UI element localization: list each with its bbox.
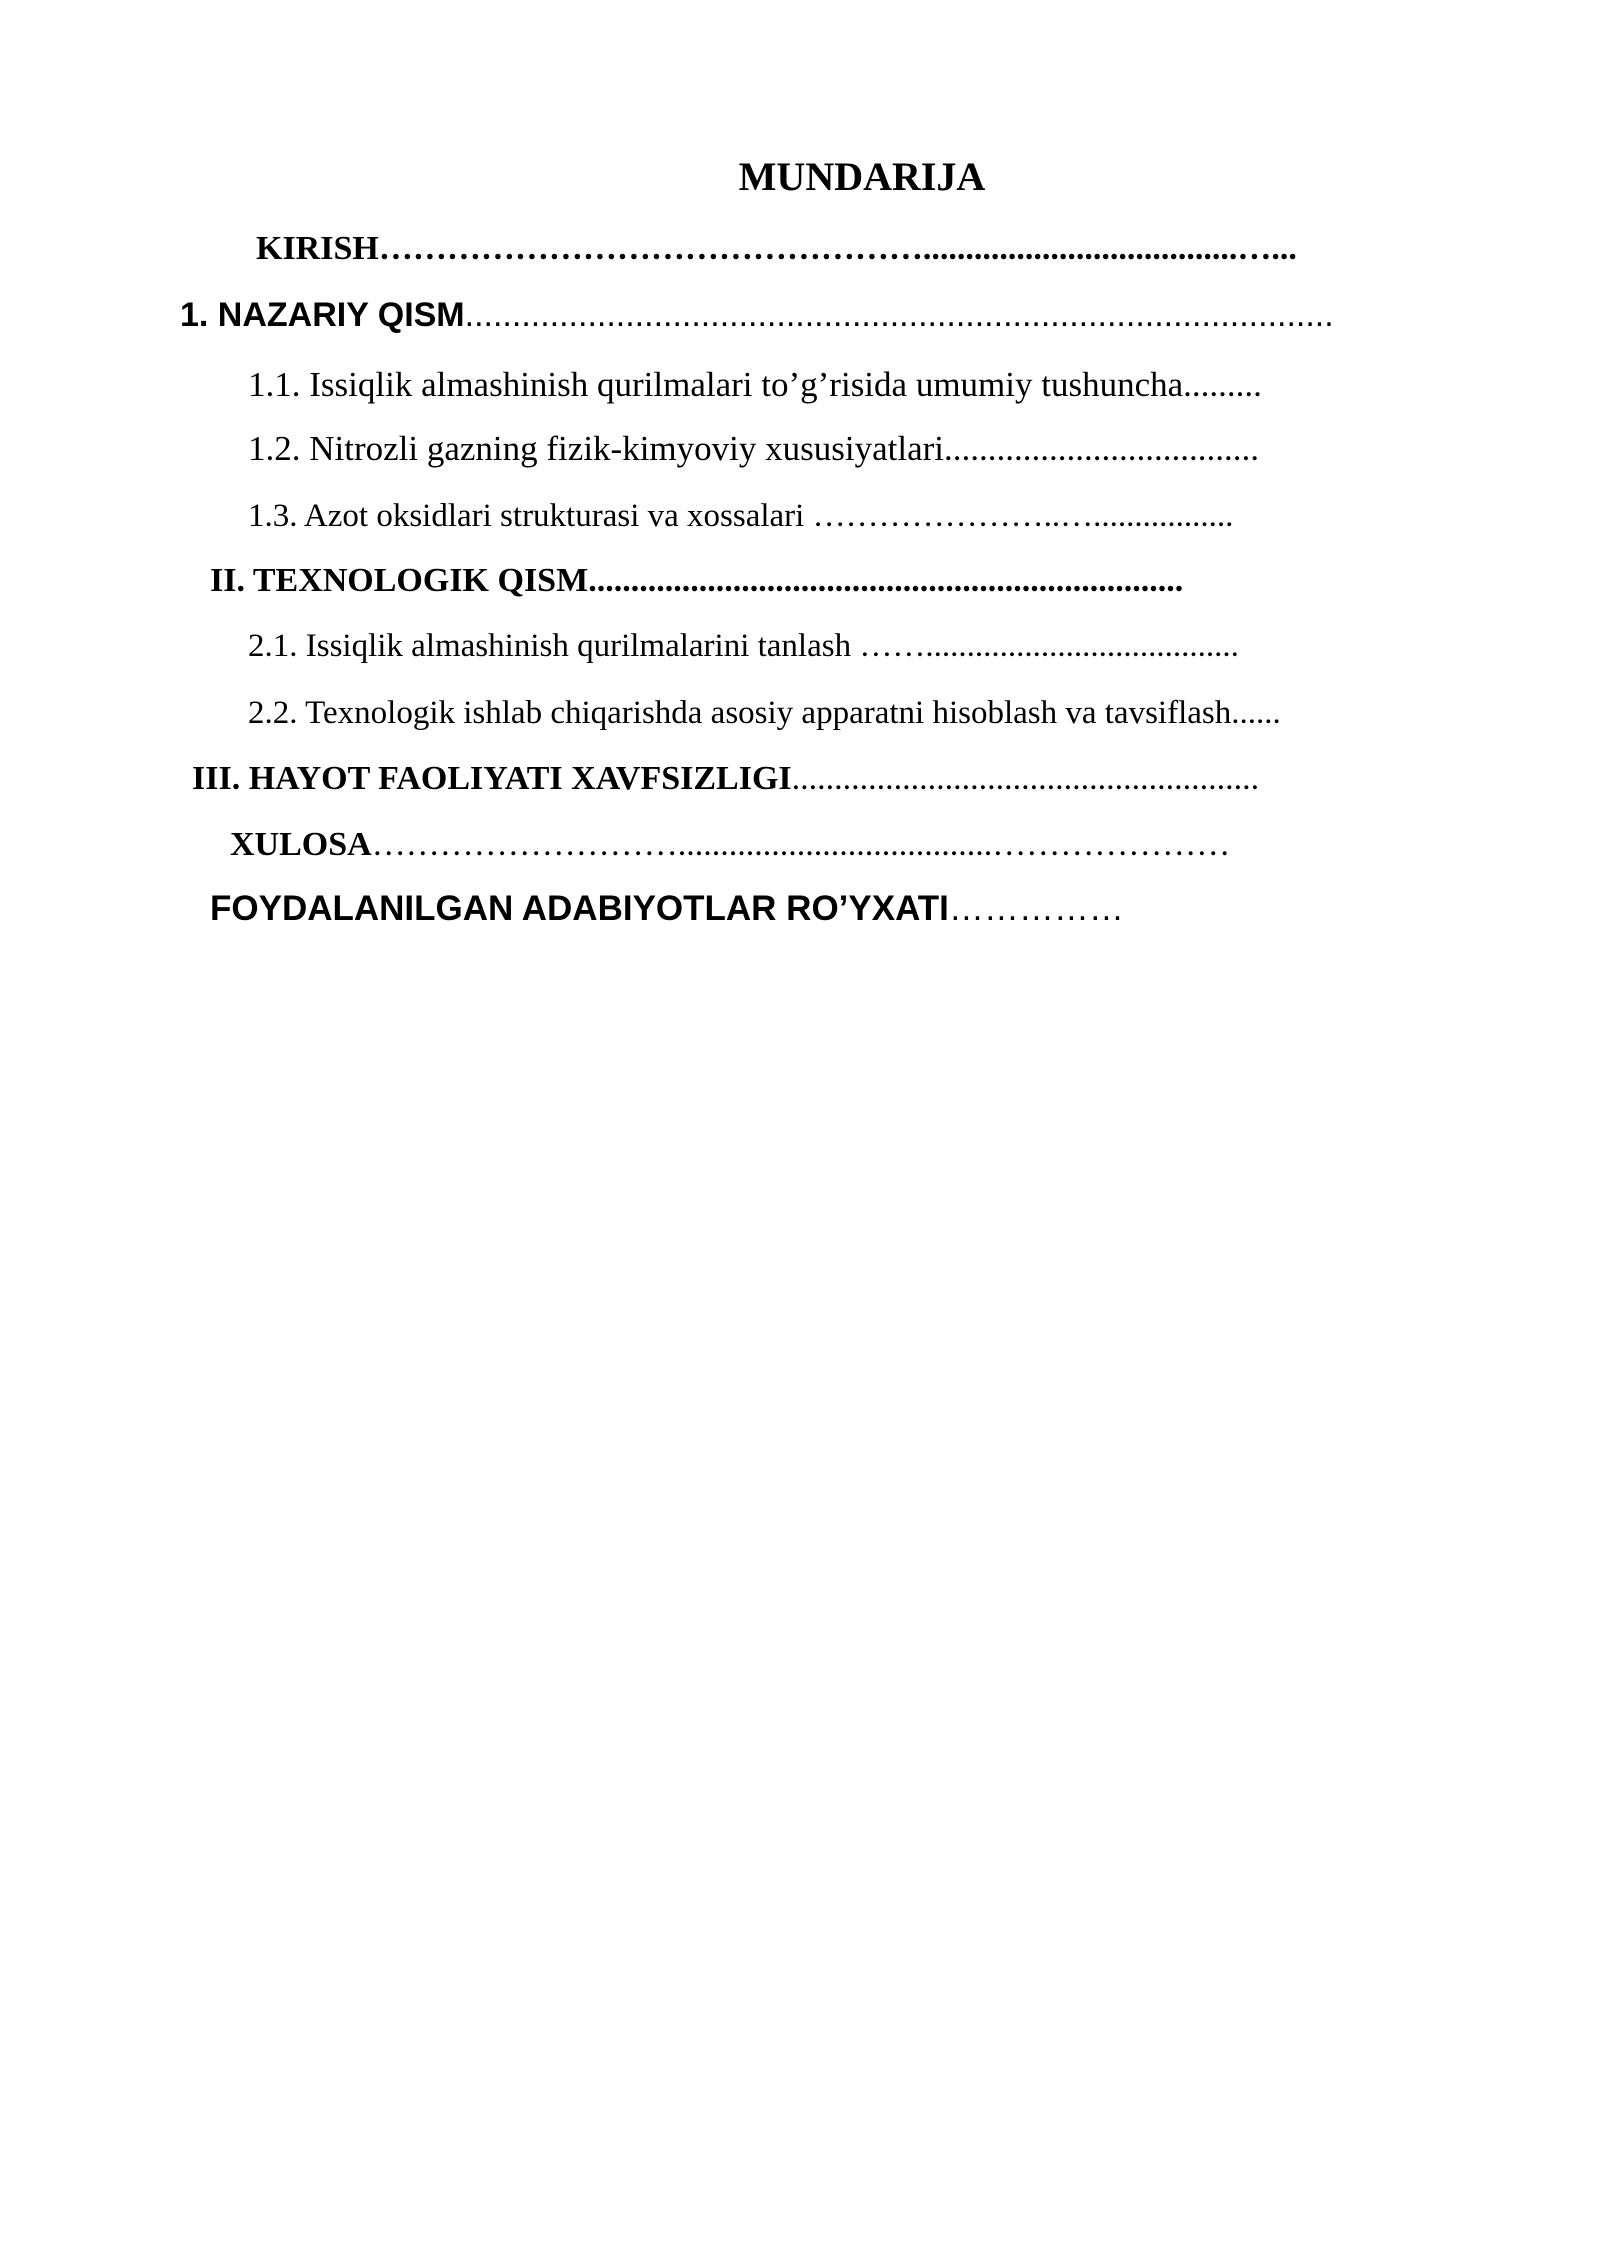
page-title: MUNDARIJA bbox=[738, 154, 986, 199]
toc-entry-label: XULOSA bbox=[230, 826, 372, 863]
toc-entry-label: 1. NAZARIY QISM bbox=[180, 296, 465, 334]
toc-entry-leader: ...................................................................... bbox=[588, 562, 1184, 599]
toc-entry-kirish[interactable] bbox=[256, 226, 1297, 272]
toc-entry-label: 2.1. Issiqlik almashinish qurilmalarini tanlash bbox=[248, 628, 860, 664]
toc-entry-foydalanilgan-adabiyotlar[interactable] bbox=[210, 886, 1124, 932]
toc-entry-leader: ......... bbox=[1183, 365, 1262, 404]
toc-entry-1-2[interactable] bbox=[248, 426, 1259, 472]
toc-entry-xulosa[interactable] bbox=[230, 822, 1230, 868]
toc-entry-leader: ...... bbox=[1231, 695, 1281, 731]
toc-entry-leader: ………………………………………….....................................…... bbox=[378, 230, 1297, 267]
toc-entry-2-1[interactable] bbox=[248, 623, 1239, 669]
toc-entry-leader: ....................................................... bbox=[791, 760, 1260, 797]
toc-entry-leader: …………… bbox=[948, 889, 1124, 928]
toc-entry-label: FOYDALANILGAN ADABIYOTLAR RO’YXATI bbox=[210, 889, 949, 928]
toc-entry-label: 2.2. Texnologik ishlab chiqarishda asosiy apparatni hisoblash va tavsiflash bbox=[248, 695, 1232, 731]
toc-entry-label: II. TEXNOLOGIK QISM bbox=[210, 562, 589, 599]
toc-entry-leader: ……...................................... bbox=[859, 628, 1239, 664]
toc-entry-label: KIRISH bbox=[256, 230, 379, 267]
toc-entry-label: 1.2. Nitrozli gazning fizik-kimyoviy xususiyatlari bbox=[248, 429, 944, 468]
toc-entry-label: III. HAYOT FAOLIYATI XAVFSIZLIGI bbox=[192, 760, 792, 797]
toc-entry-leader: ……………………….....................................………………… bbox=[371, 826, 1231, 863]
toc-entry-leader: ............................................................................................ bbox=[464, 296, 1334, 334]
toc-entry-2-2[interactable] bbox=[248, 690, 1281, 736]
toc-entry-leader: .................................... bbox=[943, 429, 1259, 468]
toc-entry-label: 1.1. Issiqlik almashinish qurilmalari to’g’risida umumiy tushuncha bbox=[248, 365, 1184, 404]
toc-entry-1-3[interactable] bbox=[248, 493, 1233, 539]
toc-entry-1-1[interactable] bbox=[248, 362, 1262, 408]
toc-entry-nazariy-qism[interactable] bbox=[180, 292, 1334, 338]
toc-entry-hayot-faoliyati[interactable] bbox=[192, 756, 1259, 802]
toc-entry-texnologik-qism[interactable] bbox=[210, 558, 1183, 604]
toc-entry-label: 1.3. Azot oksidlari strukturasi va xossalari bbox=[248, 498, 813, 534]
toc-entry-leader: …………………..…................. bbox=[812, 498, 1234, 534]
